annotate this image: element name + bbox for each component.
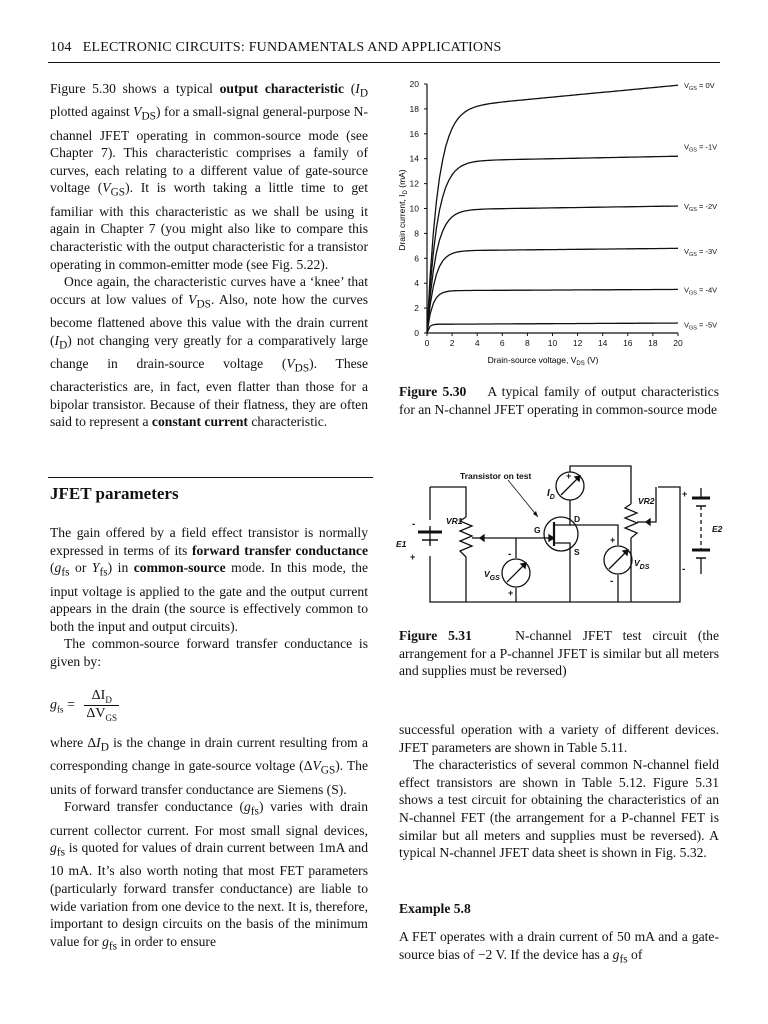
minus-e2: - [682, 564, 686, 575]
jfet-source [554, 543, 570, 602]
chart-x-tick-label: 20 [673, 338, 683, 348]
plus-id: + [566, 471, 572, 481]
label-e1: E1 [396, 539, 407, 549]
figure-5-30-caption: Figure 5.30 A typical family of output characteristics for an N-channel JFET operating in common-source mode [399, 384, 720, 417]
label-id: $I_D$ [547, 488, 555, 501]
paragraph-gain: The gain offered by a field effect transistor is normally expressed in terms of its forward transfer conductance ($g_{fs}$ or $Y_{fs}$) in common-source mode. In this mode, the input voltage is applied to the gate and the output current appears in the drain (the source is effectively common to both the input and output circuits). [50, 525, 368, 634]
chart-y-tick-label: 8 [414, 228, 419, 239]
paragraph-knee: Once again, the characteristic curves have a ‘knee’ that occurs at low values of $V_{DS}$. Also, note how the curves become flattened above this value with the drain current $(I_D)$ not changing very greatly for a comparatively large change in drain-source voltage $(V_{DS})$. These characteristics are, in fact, even flatter than those for a bipolar transistor. Because of their flatness, they are often said to represent a constant current characteristic. [50, 274, 368, 430]
section-rule [48, 477, 373, 478]
label-vgs: $V_{GS}$ [484, 569, 500, 582]
chart-x-tick-label: 18 [648, 338, 658, 348]
vr2-wiper-arrow [646, 519, 650, 525]
chart-series-line [427, 85, 678, 333]
section-title: JFET parameters [50, 484, 179, 503]
left-column-bottom-b [50, 734, 368, 956]
chart-series-label: $V_{GS} = -1V$ [684, 142, 718, 154]
plus-e2: + [682, 489, 688, 499]
chart-y-tick-label: 20 [409, 79, 419, 89]
paragraph-forward-transfer: Forward transfer conductance $(g_{fs})$ varies with drain current collector current. For most small signal devices, $g_{fs}$ is quoted for values of drain current between 1mA and 10 mA. It’s also worth noting that most FET parameters (particularly forward transfer conductance) are liable to wide variation from one device to the next. It is, therefore, important to design circuits on the basis of the minimum value for $g_{fs}$ in order to ensure [50, 799, 368, 953]
jfet-body [544, 517, 578, 551]
chart-x-tick-label: 14 [597, 338, 608, 348]
label-vds: $V_{DS}$ [634, 558, 650, 571]
plus-vds: + [610, 535, 616, 545]
left-column-top [50, 80, 368, 431]
chart-x-tick-label: 12 [572, 338, 583, 348]
chart-series-line [427, 323, 678, 333]
chart-xlabel: Drain-source voltage, $V_{DS}$ (V) [487, 355, 599, 367]
chart-y-tick-label: 16 [409, 128, 419, 139]
chart-y-tick-label: 10 [409, 203, 419, 214]
example-title: Example 5.8 [399, 901, 471, 916]
formula-fraction: $\frac{\Delta I_D}{\Delta V_{GS}}$ [86, 688, 118, 723]
battery-e2 [692, 488, 710, 574]
chart-series-label: $V_{GS} = -2V$ [684, 202, 718, 214]
chart-y-tick-label: 4 [414, 278, 419, 289]
chart-x-tick-label: 6 [499, 338, 505, 348]
label-vr2: VR2 [638, 496, 655, 506]
page-number: 104 [50, 40, 72, 55]
left-column-bottom-a [50, 524, 368, 670]
chart-x-tick-label: 2 [449, 338, 455, 348]
label-g: G [534, 525, 541, 535]
chart-y-tick-label: 2 [414, 303, 419, 314]
page-header [50, 40, 502, 56]
minus-vds: - [610, 576, 614, 587]
circuit-wire-vr1-top [430, 487, 466, 517]
paragraph-where: where $\Delta I_D$ is the change in drain current resulting from a corresponding change in gate-source voltage $(\Delta V_{GS})$. The units of forward transfer conductance are Siemens (S). [50, 735, 369, 797]
label-d: D [574, 514, 581, 524]
chart-ylabel: Drain current, $I_D$ (mA) [397, 169, 409, 251]
figure-5-30-chart [385, 70, 735, 380]
chart-x-tick-label: 16 [623, 338, 633, 348]
paragraph-successful-operation: successful operation with a variety of different devices. JFET parameters are shown in Table 5.11. [399, 722, 719, 755]
label-e2: E2 [712, 524, 723, 534]
figure-5-31-caption: Figure 5.31 N-channel JFET test circuit (the arrangement for a P-channel JFET is similar but all meters and supplies must be reversed) [399, 628, 719, 679]
chart-series-line [427, 206, 678, 333]
transistor-label-pointer [508, 480, 538, 517]
chart-x-tick-label: 4 [474, 338, 480, 348]
plus-vgs: + [508, 588, 514, 598]
chart-x-tick-label: 10 [547, 338, 558, 348]
chart-y-tick-label: 0 [414, 328, 419, 338]
plus-e1: + [410, 552, 416, 562]
chart-x-tick-label: 0 [424, 338, 430, 348]
label-transistor-on-test: Transistor on test [460, 471, 532, 481]
chart-x-tick-label: 8 [525, 338, 530, 348]
chart-y-tick-label: 12 [409, 178, 419, 189]
chart-series-label: $V_{GS} = -4V$ [684, 285, 718, 297]
running-title: ELECTRONIC CIRCUITS: FUNDAMENTALS AND APPLICATIONS [82, 40, 502, 55]
label-s: S [574, 547, 580, 557]
chart-series-line [427, 156, 678, 333]
right-column-bottom [399, 721, 719, 862]
paragraph-characteristics: The characteristics of several common N-channel field effect transistors are shown in Table 5.12. Figure 5.31 shows a test circuit for obtaining the characteristics of an N-channel FET (the arrangement for a P-channel FET is similar but all meters and supplies must be reversed). A typical N-channel JFET data sheet is shown in Fig. 5.32. [399, 757, 719, 861]
jfet-drain [554, 507, 570, 525]
figure-5-31-circuit [388, 462, 738, 612]
minus-vgs: - [508, 549, 512, 560]
formula-gfs: $g_{fs}$ = $\frac{\Delta I_D}{\Delta V_{GS}}$ [50, 688, 118, 723]
chart-series-label: $V_{GS} = -3V$ [684, 246, 718, 258]
chart-y-tick-label: 14 [409, 153, 419, 164]
minus-e1: - [412, 519, 416, 530]
chart-series-label: $V_{GS} = -5V$ [684, 320, 718, 332]
chart-series-label: $V_{GS} = 0V$ [684, 81, 715, 93]
chart-series-line [427, 289, 678, 333]
paragraph-output-characteristic: Figure 5.30 shows a typical output characteristic ($I_D$ plotted against $V_{DS}$) for a small-signal general-purpose N-channel JFET operating in common-source mode (see Chapter 7). This characteristic comprises a family of curves, each relating to a different value of gate-source voltage $(V_{GS})$. It is worth taking a little time to get familiar with this characteristic as we shall be using it again in Chapter 7 (you might also like to compare this characteristic with the output characteristic for a transistor operating in common-emitter mode (see Fig. 5.22). [50, 81, 368, 272]
paragraph-given-by: The common-source forward transfer conductance is given by: [50, 636, 368, 669]
example-text: A FET operates with a drain current of 50 mA and a gate-source bias of −2 V. If the device has a $g_{fs}$ of [399, 929, 719, 966]
chart-y-tick-label: 6 [414, 253, 419, 264]
chart-y-tick-label: 18 [409, 103, 419, 114]
header-rule [48, 62, 720, 63]
label-vr1: VR1 [446, 516, 463, 526]
